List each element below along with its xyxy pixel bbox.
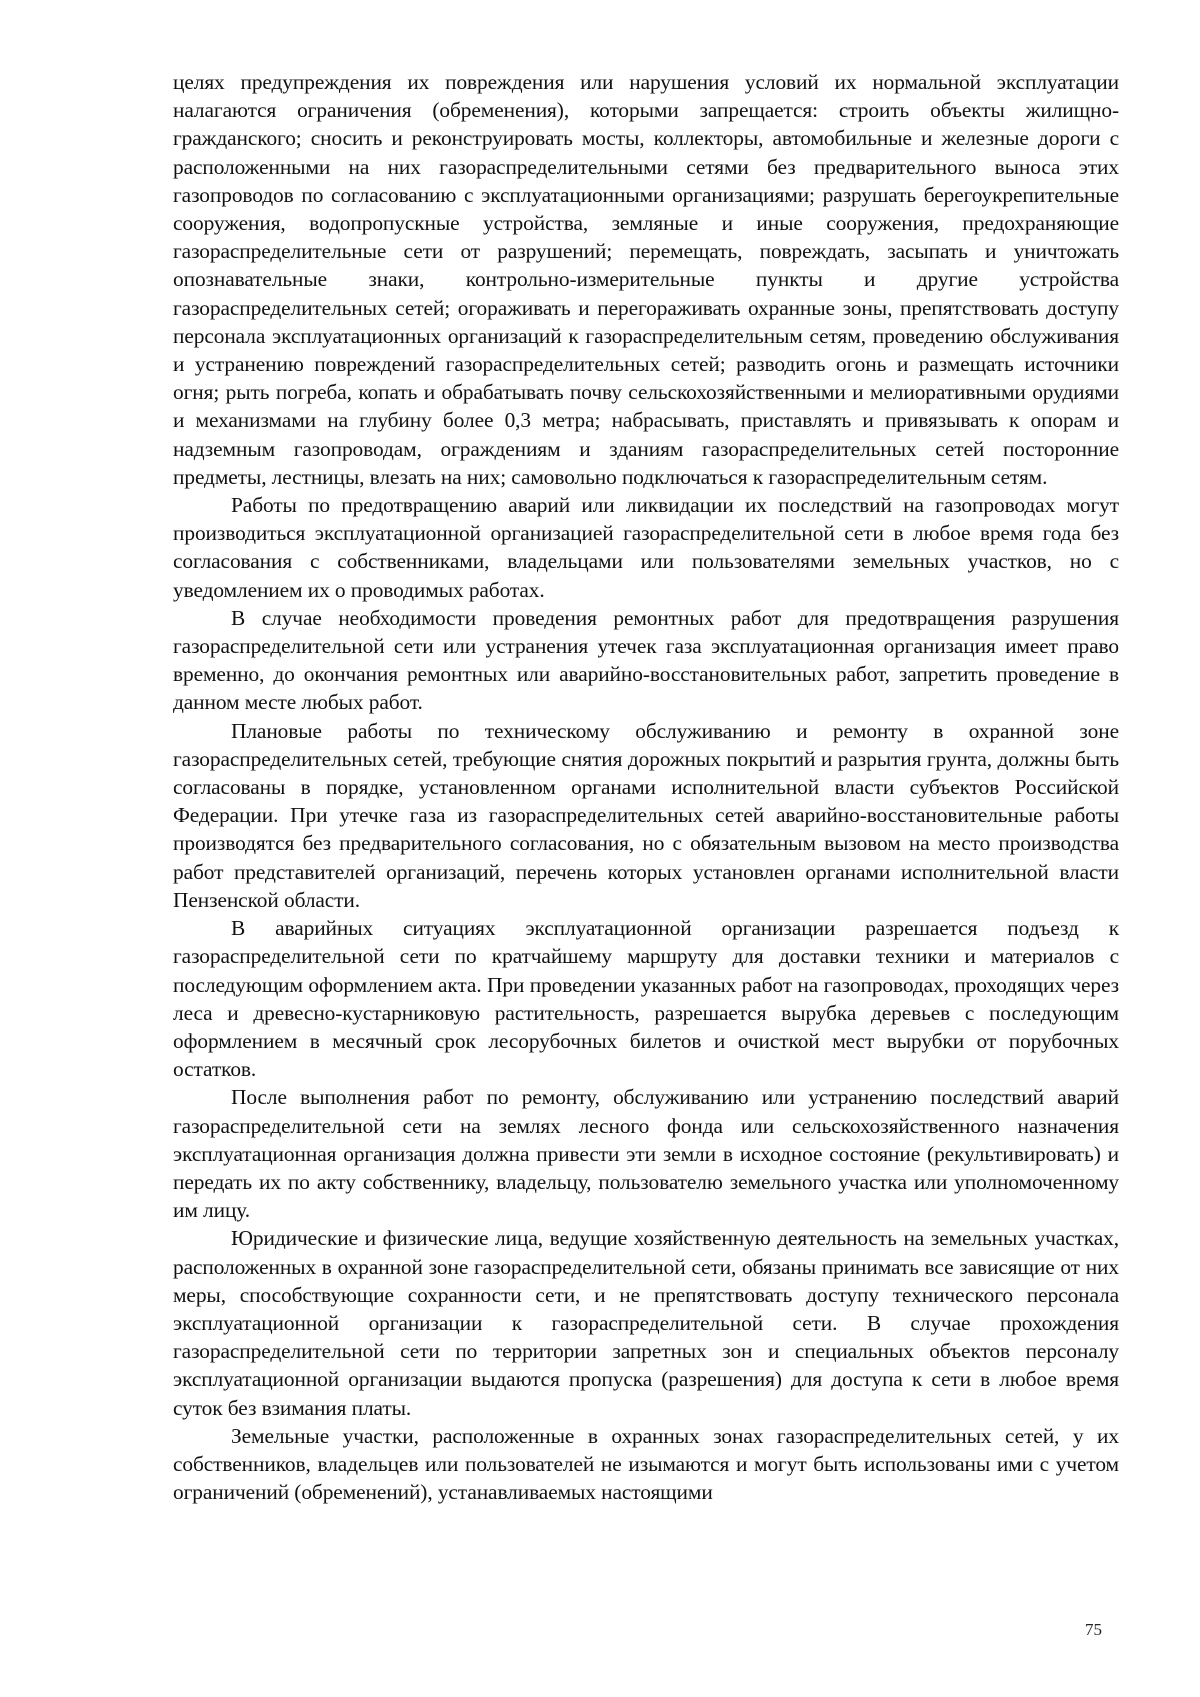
- paragraph-repair-works: В случае необходимости проведения ремонтных работ для предотвращения разрушения газораспределительной сети или устранения утечек газа эксплуатационная организация имеет право временно, до окончания ремонтных или аварийно-восстановительных работ, запретить проведение в данном месте любых работ.: [173, 605, 1119, 715]
- paragraph-land-plots: Земельные участки, расположенные в охранных зонах газораспределительных сетей, у их собственников, владельцев или пользователей не изымаются и могут быть использованы ими с учетом ограничений (обременений), устанавливаемых настоящими: [173, 1423, 1119, 1505]
- paragraph-emergency-access: В аварийных ситуациях эксплуатационной организации разрешается подъезд к газораспределительной сети по кратчайшему маршруту для доставки техники и материалов с последующим оформлением акта. При проведении указанных работ на газопроводах, проходящих через леса и древесно-кустарниковую растительность, разрешается вырубка деревьев с последующим оформлением в месячный срок лесорубочных билетов и очисткой мест вырубки от порубочных остатков.: [173, 916, 1119, 1082]
- paragraph-continuation-restrictions: целях предупреждения их повреждения или нарушения условий их нормальной эксплуатации налагаются ограничения (обременения), которыми запрещается: строить объекты жилищно-гражданского; сносить и реконструировать мосты, коллекторы, автомобильные и железные дороги с расположенными на них газораспределительными сетями без предварительного выноса этих газопроводов по согласованию с эксплуатационными организациями; разрушать берегоукрепительные сооружения, водопропускные устройства, земляные и иные сооружения, предохраняющие газораспределительные сети от разрушений; перемещать, повреждать, засыпать и уничтожать опознавательные знаки, контрольно-измерительные пункты и другие устройства газораспределительных сетей; огораживать и перегораживать охранные зоны, препятствовать доступу персонала эксплуатационных организаций к газораспределительным сетям, проведению обслуживания и устранению повреждений газораспределительных сетей; разводить огонь и размещать источники огня; рыть погреба, копать и обрабатывать почву сельскохозяйственными и мелиоративными орудиями и механизмами на глубину более 0,3 метра; набрасывать, приставлять и привязывать к опорам и надземным газопроводам, ограждениям и зданиям газораспределительных сетей посторонние предметы, лестницы, влезать на них; самовольно подключаться к газораспределительным сетям.: [173, 70, 1119, 489]
- paragraph-legal-entities: Юридические и физические лица, ведущие хозяйственную деятельность на земельных участках, расположенных в охранной зоне газораспределительной сети, обязаны принимать все зависящие от них меры, способствующие сохранности сети, и не препятствовать доступу технического персонала эксплуатационной организации к газораспределительной сети. В случае прохождения газораспределительной сети по территории запретных зон и специальных объектов персоналу эксплуатационной организации выдаются пропуска (разрешения) для доступа к сети в любое время суток без взимания платы.: [173, 1226, 1119, 1420]
- document-page: [173, 68, 1119, 1506]
- paragraph-land-restoration: После выполнения работ по ремонту, обслуживанию или устранению последствий аварий газораспределительной сети на землях лесного фонда или сельскохозяйственного назначения эксплуатационная организация должна привести эти земли в исходное состояние (рекультивировать) и передать их по акту собственнику, владельцу, пользователю земельного участка или уполномоченному им лицу.: [173, 1085, 1119, 1223]
- page-number: 75: [1085, 1620, 1102, 1639]
- paragraph-planned-works: Плановые работы по техническому обслуживанию и ремонту в охранной зоне газораспределительных сетей, требующие снятия дорожных покрытий и разрытия грунта, должны быть согласованы в порядке, установленном органами исполнительной власти субъектов Российской Федерации. При утечке газа из газораспределительных сетей аварийно-восстановительные работы производятся без предварительного согласования, но с обязательным вызовом на место производства работ представителей организаций, перечень которых установлен органами исполнительной власти Пензенской области.: [173, 718, 1119, 912]
- paragraph-accident-prevention: Работы по предотвращению аварий или ликвидации их последствий на газопроводах могут производиться эксплуатационной организацией газораспределительной сети в любое время года без согласования с собственниками, владельцами или пользователями земельных участков, но с уведомлением их о проводимых работах.: [173, 493, 1119, 602]
